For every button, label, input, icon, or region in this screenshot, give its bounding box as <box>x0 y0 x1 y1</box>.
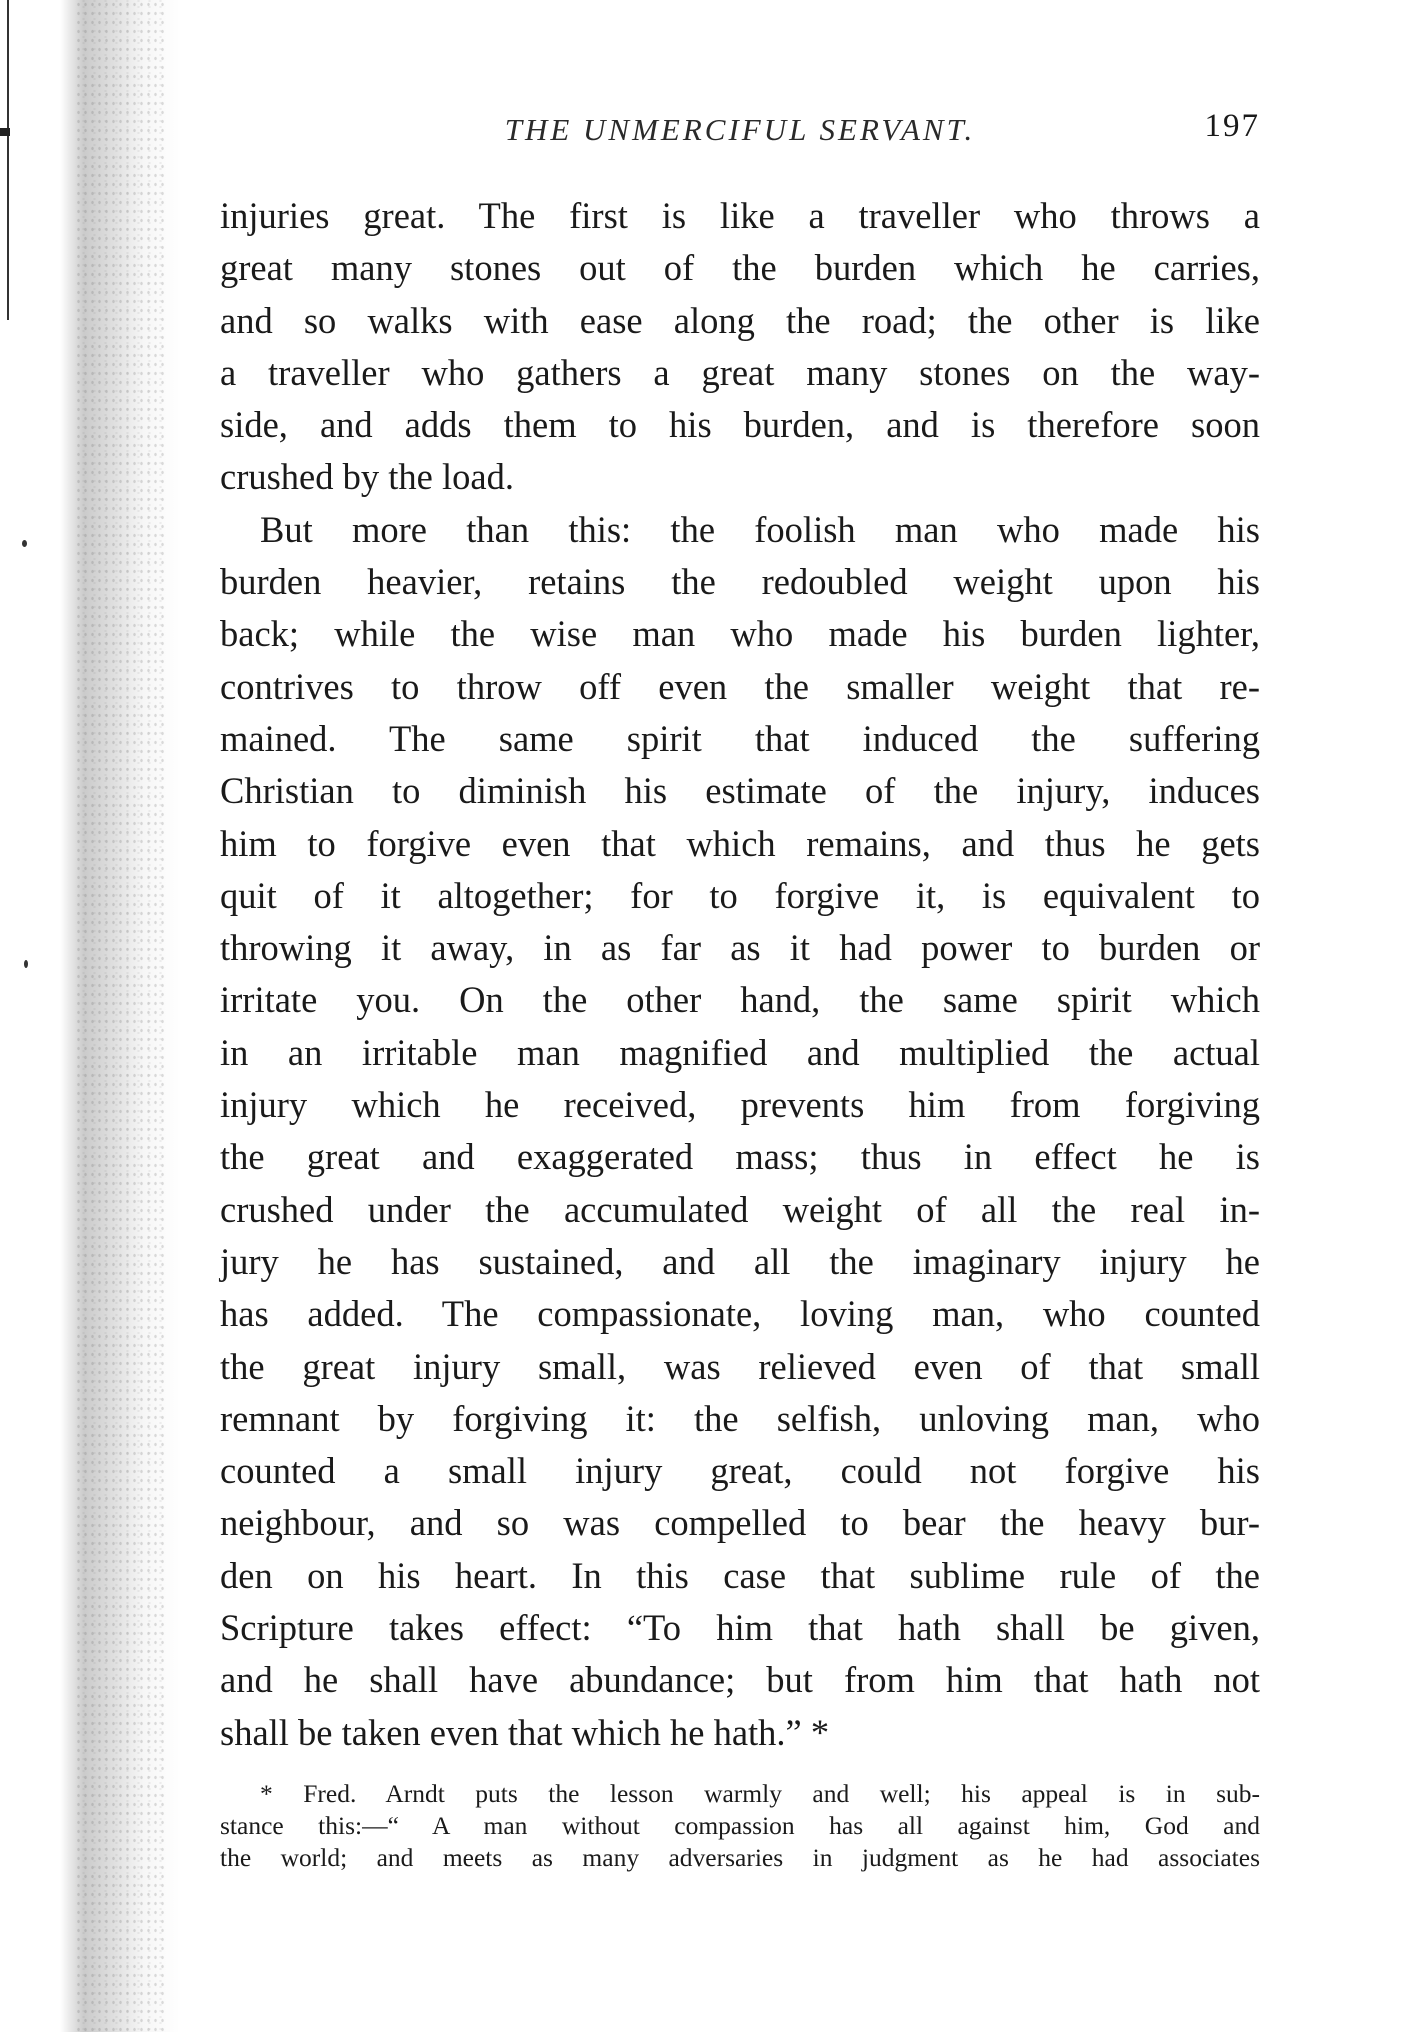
scan-speckle <box>75 0 165 2032</box>
text-line: contrives to throw off even the smaller weight that re- <box>220 665 1260 707</box>
text-line: in an irritable man magnified and multiplied the actual <box>220 1031 1260 1073</box>
text-line: and so walks with ease along the road; the other is like <box>220 299 1260 341</box>
text-line: the great and exaggerated mass; thus in effect he is <box>220 1136 1260 1178</box>
text-line: injuries great. The first is like a traveller who throws a <box>220 195 1260 236</box>
running-head: THE UNMERCIFUL SERVANT. <box>504 112 976 147</box>
text-line: jury he has sustained, and all the imaginary injury he <box>220 1240 1260 1282</box>
text-line: But more than this: the foolish man who made his <box>260 508 1260 550</box>
text-line: remnant by forgiving it: the selfish, unloving man, who <box>220 1397 1260 1439</box>
scan-speck <box>24 960 28 968</box>
footnote <box>220 1778 1260 1874</box>
text-line: Scripture takes effect: “To him that hath shall be given, <box>220 1607 1260 1649</box>
text-line: Christian to diminish his estimate of the injury, induces <box>220 770 1260 812</box>
text-line: him to forgive even that which remains, and thus he gets <box>220 822 1260 864</box>
page-edge-mark <box>0 128 10 136</box>
text-line: great many stones out of the burden which he carries, <box>220 247 1260 289</box>
text-line: counted a small injury great, could not forgive his <box>220 1450 1260 1492</box>
text-line: shall be taken even that which he hath.” * <box>220 1711 830 1753</box>
body-text <box>220 190 1260 1759</box>
footnote-line: stance this:—“ A man without compassion has all against him, God and <box>220 1811 1260 1840</box>
text-line: throwing it away, in as far as it had power to burden or <box>220 927 1260 969</box>
text-line: has added. The compassionate, loving man, who counted <box>220 1293 1260 1335</box>
text-line: the great injury small, was relieved even of that small <box>220 1345 1260 1387</box>
page-number: 197 <box>1204 108 1260 144</box>
text-line: mained. The same spirit that induced the suffering <box>220 717 1260 759</box>
text-line: neighbour, and so was compelled to bear the heavy bur- <box>220 1502 1260 1544</box>
page-header <box>220 108 1260 158</box>
text-line: quit of it altogether; for to forgive it, is equivalent to <box>220 874 1260 916</box>
text-line: back; while the wise man who made his burden lighter, <box>220 613 1260 655</box>
text-line: injury which he received, prevents him from forgiving <box>220 1084 1260 1126</box>
scan-speck <box>22 540 27 547</box>
text-line: side, and adds them to his burden, and is therefore soon <box>220 404 1260 446</box>
footnote-line: * Fred. Arndt puts the lesson warmly and well; his appeal is in sub- <box>260 1779 1260 1808</box>
text-line: burden heavier, retains the redoubled weight upon his <box>220 561 1260 603</box>
text-line: den on his heart. In this case that sublime rule of the <box>220 1554 1260 1596</box>
page-edge-line <box>7 0 9 320</box>
text-line: and he shall have abundance; but from him that hath not <box>220 1659 1260 1701</box>
text-line: crushed under the accumulated weight of all the real in- <box>220 1188 1260 1230</box>
text-line: irritate you. On the other hand, the same spirit which <box>220 979 1260 1021</box>
text-line: a traveller who gathers a great many stones on the way- <box>220 351 1260 393</box>
text-line: crushed by the load. <box>220 456 514 498</box>
footnote-line: the world; and meets as many adversaries in judgment as he had associates <box>220 1843 1260 1872</box>
